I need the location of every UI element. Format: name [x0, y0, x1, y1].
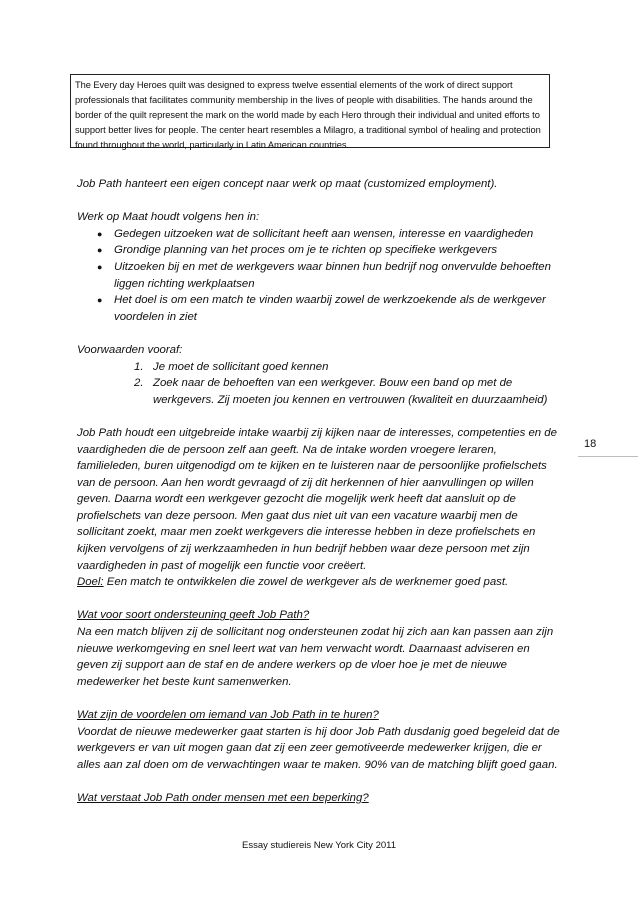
voordelen-paragraph: Voordat de nieuwe medewerker gaat starten is hij door Job Path dusdanig goed begeleid dat de werkgevers er van uit mogen gaan dat zij een zeer gemotiveerde medewerker krijgen, die er alles aan zal doen om de verwachtingen waar te maken. 90% van de matching blijft goed gaan. — [77, 725, 560, 771]
list-item: ● Uitzoeken bij en met de werkgevers waar binnen hun bedrijf nog onvervulde behoeften liggen richting werkplaatsen — [97, 259, 562, 292]
werk-op-maat-heading: Werk op Maat houdt volgens hen in: — [77, 211, 260, 224]
caption-text: The Every day Heroes quilt was designed to express twelve essential elements of the work of direct support professionals that facilitates community membership in the lives of people with disabilities. The hands around the border of the quilt represent the mark on the world made by each Hero through their individual and united efforts to support better lives for people. The center heart resembles a Milagro, a traditional symbol of healing and protection found throughout the world, particularly in Latin American countries. — [75, 80, 541, 150]
beperking-heading: Wat verstaat Job Path onder mensen met een beperking? — [77, 791, 369, 804]
list-item: ● Het doel is om een match te vinden waarbij zowel de werkzoekende als de werkgever voordelen in ziet — [97, 292, 562, 325]
ondersteuning-heading: Wat voor soort ondersteuning geeft Job Path? — [77, 609, 310, 622]
goal-text: Een match te ontwikkelen die zowel de werkgever als de werknemer goed past. — [103, 576, 509, 589]
list-item: ● Gedegen uitzoeken wat de sollicitant heeft aan wensen, interesse en vaardigheden — [97, 226, 562, 243]
voordelen-heading: Wat zijn de voordelen om iemand van Job Path in te huren? — [77, 709, 379, 721]
page-number: 18 — [584, 438, 597, 450]
list-item — [134, 359, 562, 376]
list-number: 2. — [134, 377, 144, 390]
body-text — [77, 176, 562, 807]
goal-line — [77, 574, 562, 591]
voorwaarden-heading: Voorwaarden vooraf: — [77, 343, 183, 356]
page-footer: Essay studiereis New York City 2011 — [241, 840, 396, 851]
list-item — [134, 375, 562, 408]
ondersteuning-paragraph: Na een match blijven zij de sollicitant nog ondersteunen zodat hij zich aan kan passen aan zijn nieuwe werkomgeving en snel leert wat van hem verwacht wordt. Daarnaast adviseren en geven zij support aan de staf en de andere werkers op de vloer hoe je met de nieuwe medewerker het beste kunt samenwerken. — [77, 626, 554, 688]
voorwaarden-list — [77, 359, 562, 409]
page-number-rule — [578, 456, 638, 457]
caption-box — [70, 74, 550, 148]
list-item-text: Zoek naar de behoeften van een werkgever. Bouw een band op met de werkgevers. Zij moeten jou kennen en vertrouwen (kwaliteit en duurzaamheid) — [153, 377, 548, 406]
list-item-text: Je moet de sollicitant goed kennen — [153, 360, 329, 373]
werk-op-maat-list — [77, 226, 562, 326]
list-item: ● Grondige planning van het proces om je te richten op specifieke werkgevers — [97, 242, 562, 259]
intake-paragraph: Job Path houdt een uitgebreide intake waarbij zij kijken naar de interesses, competenties en de vaardigheden die de persoon zelf aan geeft. Na de intake worden vroegere leraren, familieleden, buren uitgenodigd om te kijken en te luisteren naar de persoonlijke profielschets van de persoon. Aan hen wordt gevraagd of zij dit herkennen of hier aanvullingen op willen geven. Daarna wordt een werkgever gezocht die mogelijk werk heeft dat aansluit op de profielschets van deze persoon. Men gaat dus niet uit van een vacature waarbij men de sollicitant zoekt, maar men zoekt werkgevers die interesse hebben in deze profielschets en kijken vervolgens of zij werkzaamheden in hun bedrijf hebben waar deze persoon met zijn vaardigheden in past of mogelijk een functie voor creëert. — [77, 426, 557, 572]
intro-paragraph: Job Path hanteert een eigen concept naar werk op maat (customized employment). — [77, 178, 498, 190]
list-number: 1. — [134, 360, 144, 373]
goal-label: Doel: — [77, 576, 104, 589]
